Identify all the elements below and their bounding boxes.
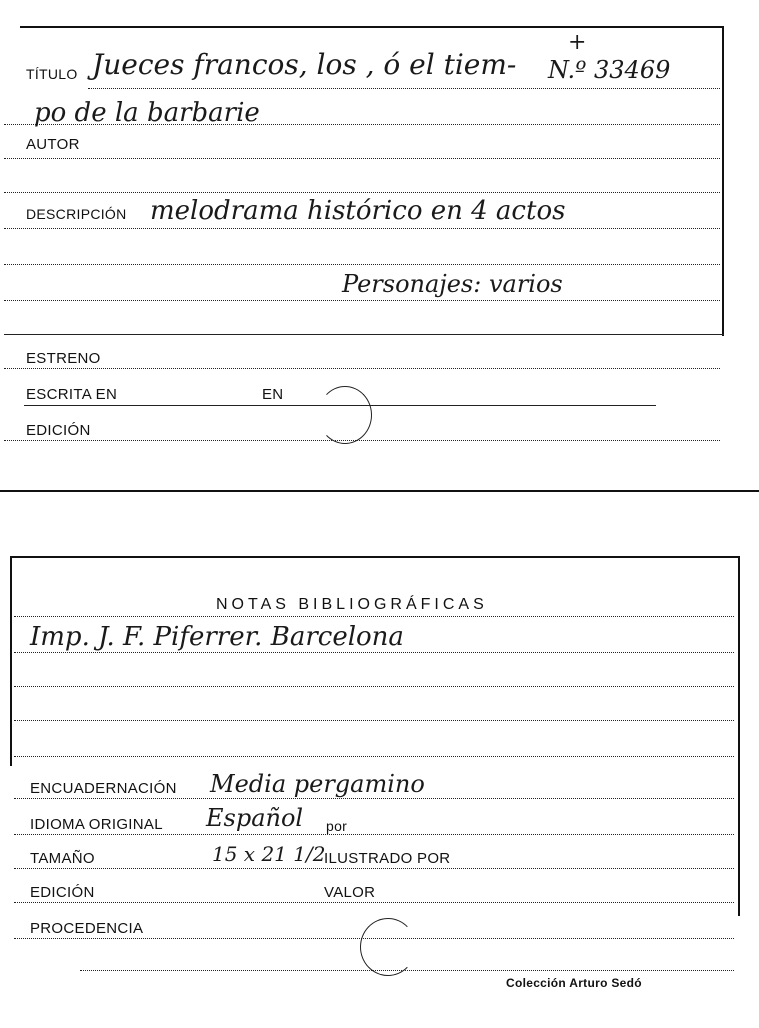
top-card-right-border xyxy=(722,26,724,336)
estreno-label: ESTRENO xyxy=(26,350,101,367)
notas-value: Imp. J. F. Piferrer. Barcelona xyxy=(30,622,404,652)
descripcion-line-2 xyxy=(4,264,720,265)
tamano-label: TAMAÑO xyxy=(30,850,95,867)
titulo-line-1 xyxy=(88,88,720,89)
autor-line xyxy=(4,158,720,159)
descripcion-line-3 xyxy=(4,300,720,301)
encuadernacion-label: ENCUADERNACIÓN xyxy=(30,780,177,797)
titulo-line-2 xyxy=(4,124,720,125)
descripcion-label: DESCRIPCIÓN xyxy=(26,206,127,222)
titulo-value-line2: po de la barbarie xyxy=(34,98,260,128)
personajes-value: Personajes: varios xyxy=(342,270,563,298)
descripcion-line xyxy=(4,228,720,229)
notas-line-3 xyxy=(14,686,734,687)
cross-mark: + xyxy=(568,30,587,55)
notas-line-1 xyxy=(14,616,734,617)
valor-label: VALOR xyxy=(324,884,376,901)
edicion-line-bottom xyxy=(14,902,734,903)
encuadernacion-value: Media pergamino xyxy=(210,770,425,798)
idioma-label: IDIOMA ORIGINAL xyxy=(30,816,163,833)
en-label: EN xyxy=(262,386,284,403)
edicion-line-top xyxy=(4,440,720,441)
notas-line-4 xyxy=(14,720,734,721)
top-card-top-border xyxy=(20,26,724,28)
autor-line-2 xyxy=(4,192,720,193)
notas-line-2 xyxy=(14,652,734,653)
bottom-card-left-border xyxy=(10,556,12,766)
procedencia-label: PROCEDENCIA xyxy=(30,920,144,937)
procedencia-line-2 xyxy=(80,970,734,971)
descripcion-line-4 xyxy=(4,334,724,335)
bottom-card-top-border xyxy=(10,556,740,558)
edicion-label-bottom: EDICIÓN xyxy=(30,884,95,901)
edicion-label-top: EDICIÓN xyxy=(26,422,91,439)
bottom-card-right-border xyxy=(738,556,740,916)
titulo-value-line1: Jueces francos, los , ó el tiem- xyxy=(92,48,517,81)
titulo-label: TÍTULO xyxy=(26,66,78,82)
idioma-line xyxy=(14,834,734,835)
notas-line-5 xyxy=(14,756,734,757)
top-card-bottom-border xyxy=(0,490,759,492)
idioma-value: Español xyxy=(206,804,304,832)
punch-hole-top xyxy=(318,386,372,444)
tamano-line xyxy=(14,868,734,869)
notas-title: NOTAS BIBLIOGRÁFICAS xyxy=(216,596,488,613)
registry-number: N.º 33469 xyxy=(548,56,671,84)
estreno-line xyxy=(4,368,720,369)
punch-hole-bottom xyxy=(360,918,416,976)
ilustrado-label: ILUSTRADO POR xyxy=(324,850,451,867)
autor-label: AUTOR xyxy=(26,136,80,153)
descripcion-value: melodrama histórico en 4 actos xyxy=(150,196,566,226)
tamano-value: 15 x 21 1/2 xyxy=(212,842,326,866)
footer-collection: Colección Arturo Sedó xyxy=(506,976,642,990)
escrita-en-label: ESCRITA EN xyxy=(26,386,118,403)
por-label: por xyxy=(326,818,348,834)
encuadernacion-line xyxy=(14,798,734,799)
